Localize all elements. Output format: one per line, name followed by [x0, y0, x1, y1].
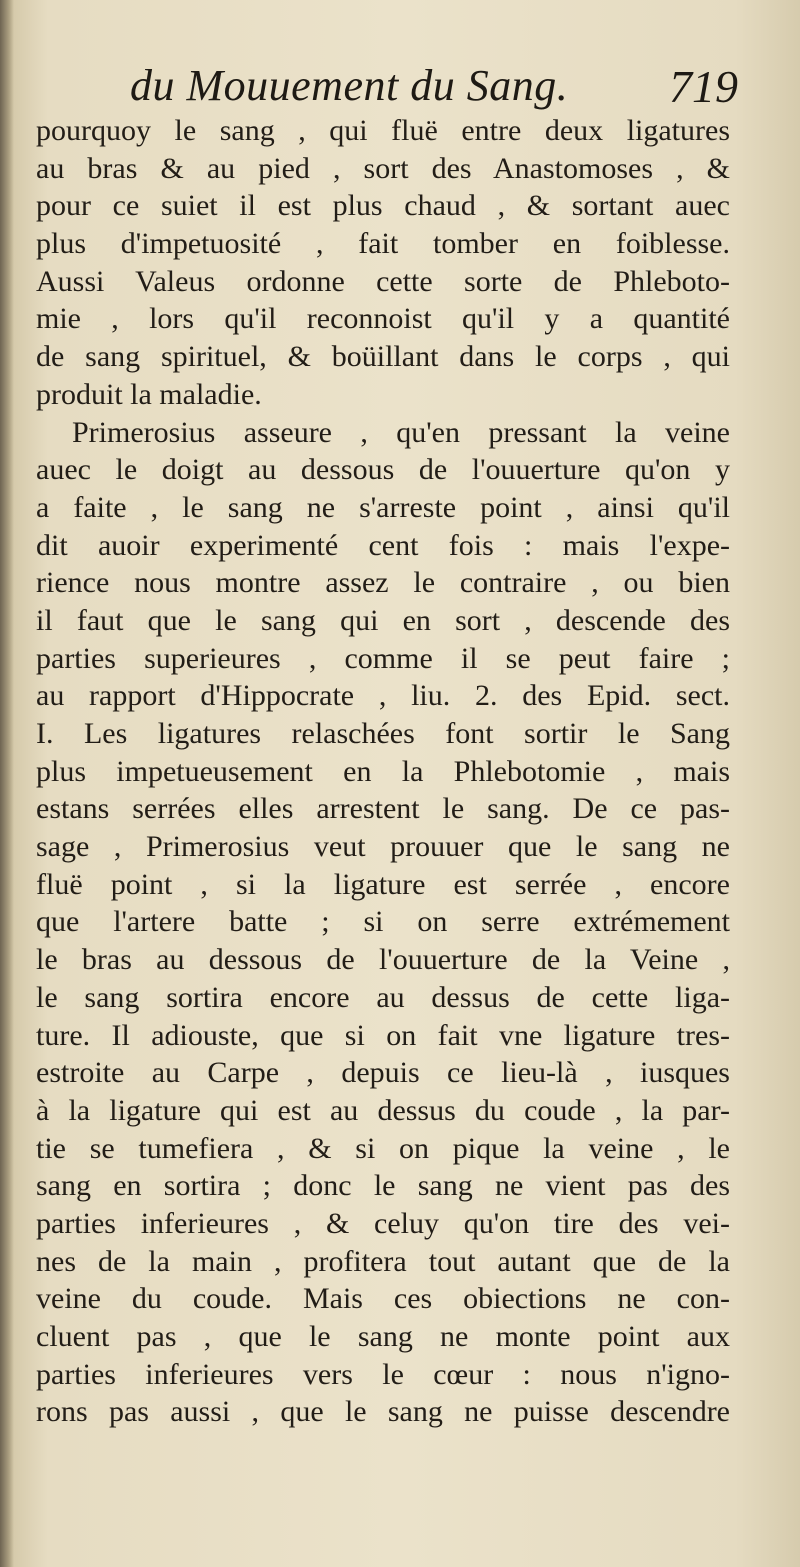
text-line: pourquoy le sang , qui fluë entre deux ligatures: [36, 114, 730, 147]
text-line: produit la maladie.: [36, 377, 262, 411]
page-spine-shadow: [0, 0, 14, 1567]
text-line: nes de la main , profitera tout autant que de la: [36, 1244, 730, 1278]
text-line: estans serrées elles arrestent le sang. De ce pas-: [36, 792, 730, 826]
text-line: ture. Il adiouste, que si on fait vne ligature tres-: [36, 1018, 730, 1052]
text-line: tie se tumefiera , & si on pique la veine , le: [36, 1131, 730, 1165]
text-line: le sang sortira encore au dessus de cette liga-: [36, 980, 730, 1014]
text-line: à la ligature qui est au dessus du coude , la par-: [36, 1093, 730, 1127]
text-line: que l'artere batte ; si on serre extrémement: [36, 905, 730, 939]
text-line: mie , lors qu'il reconnoist qu'il y a quantité: [36, 302, 730, 336]
text-line: Aussi Valeus ordonne cette sorte de Phleboto-: [36, 264, 730, 298]
text-line: parties superieures , comme il se peut faire ;: [36, 641, 730, 675]
text-line: fluë point , si la ligature est serrée , encore: [36, 867, 730, 901]
text-line: parties inferieures , & celuy qu'on tire des vei-: [36, 1206, 730, 1240]
page-header: [0, 60, 800, 116]
text-line: plus impetueusement en la Phlebotomie , mais: [36, 754, 730, 788]
text-line: a faite , le sang ne s'arreste point , ainsi qu'il: [36, 490, 730, 524]
body-text: [36, 112, 730, 1431]
text-line: cluent pas , que le sang ne monte point aux: [36, 1320, 730, 1353]
text-line: sage , Primerosius veut prouuer que le sang ne: [36, 830, 730, 864]
text-line: il faut que le sang qui en sort , descende des: [36, 603, 730, 637]
text-line: rience nous montre assez le contraire , ou bien: [36, 566, 730, 600]
text-line: parties inferieures vers le cœur : nous n'igno-: [36, 1357, 730, 1391]
text-line: sang en sortira ; donc le sang ne vient pas des: [36, 1169, 730, 1203]
text-line: rons pas aussi , que le sang ne puisse descendre: [36, 1395, 730, 1429]
text-line: estroite au Carpe , depuis ce lieu-là , iusques: [36, 1056, 730, 1090]
text-line: le bras au dessous de l'ouuerture de la Veine ,: [36, 943, 730, 977]
text-line: veine du coude. Mais ces obiections ne con-: [36, 1282, 730, 1316]
text-line: au bras & au pied , sort des Anastomoses , &: [36, 151, 730, 185]
page-number: 719: [669, 61, 738, 112]
text-line: au rapport d'Hippocrate , liu. 2. des Epid. sect.: [36, 679, 730, 713]
text-line: auec le doigt au dessous de l'ouuerture qu'on y: [36, 453, 730, 487]
running-title: du Mouuement du Sang.: [130, 61, 569, 110]
text-line: Primerosius asseure , qu'en pressant la veine: [72, 415, 730, 449]
text-line: dit auoir experimenté cent fois : mais l'expe-: [36, 528, 730, 562]
text-line: I. Les ligatures relaschées font sortir le Sang: [36, 717, 730, 750]
text-line: de sang spirituel, & boüillant dans le corps , qui: [36, 340, 730, 374]
text-line: plus d'impetuosité , fait tomber en foiblesse.: [36, 227, 730, 261]
text-line: pour ce suiet il est plus chaud , & sortant auec: [36, 189, 730, 223]
